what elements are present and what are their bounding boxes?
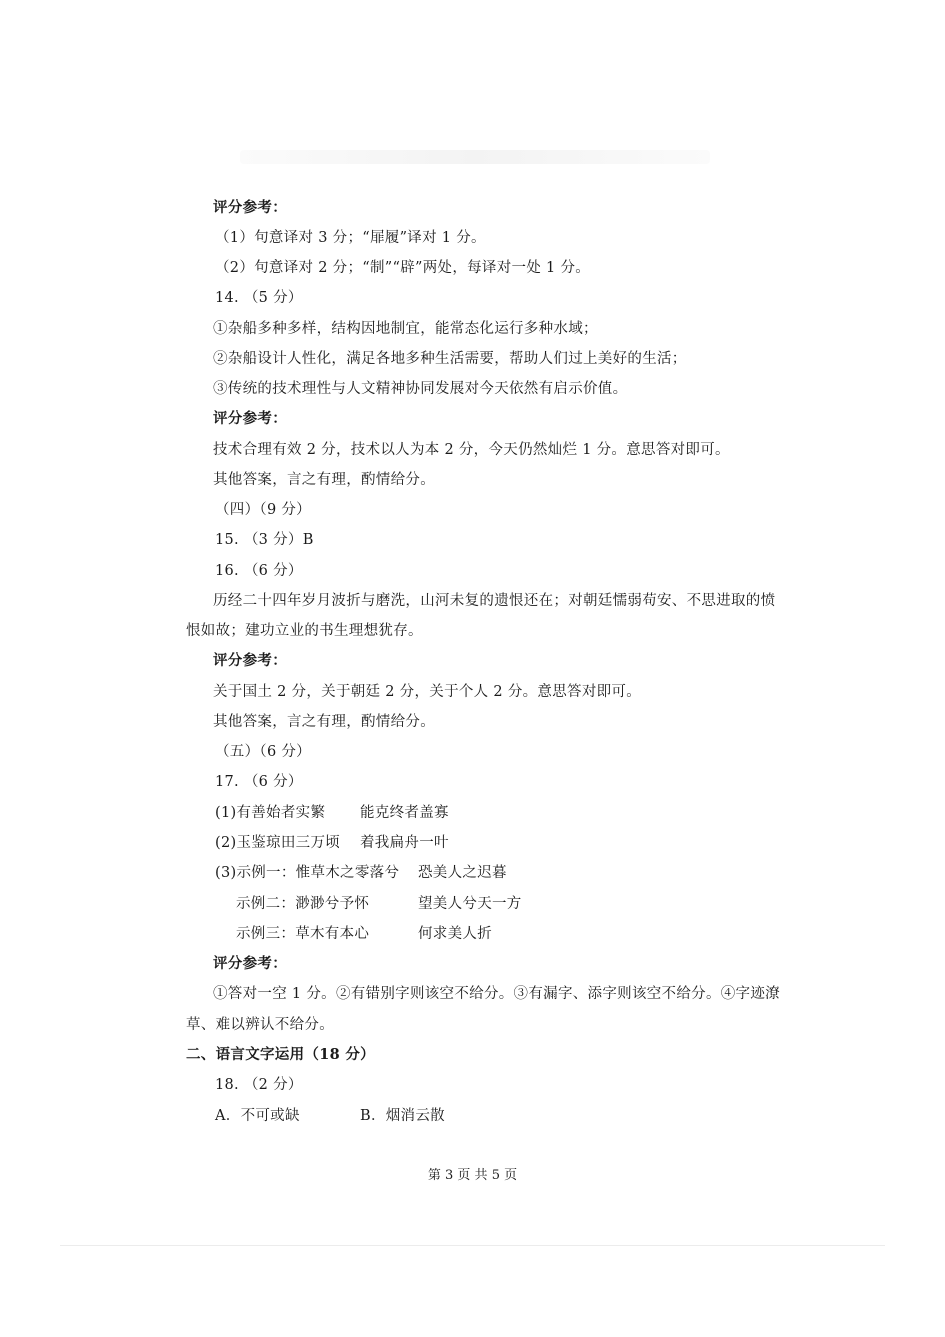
- line-13-1: （1）句意译对 3 分；“屝履”译对 1 分。: [215, 230, 486, 246]
- q16-answer-2: 恨如故；建功立业的书生理想犹存。: [186, 623, 423, 639]
- q18-option-b: B．烟消云散: [360, 1108, 445, 1124]
- q16-answer-1: 历经二十四年岁月波折与磨洗，山河未复的遗恨还在；对朝廷懦弱苟安、不思进取的愤: [213, 593, 776, 609]
- q17-item-3-a: (3)示例一：惟草木之零落兮: [215, 865, 400, 881]
- q14-point-3: ③传统的技术理性与人文精神协同发展对今天依然有启示价值。: [213, 381, 628, 397]
- q17-item-2-b: 着我扁舟一叶: [360, 835, 449, 851]
- q17-scoring-1: ①答对一空 1 分。②有错别字则该空不给分。③有漏字、添字则该空不给分。④字迹潦: [213, 986, 780, 1002]
- page-number: 第 3 页 共 5 页: [427, 1168, 518, 1183]
- q14-point-1: ①杂船多种多样，结构因地制宜，能常态化运行多种水域；: [213, 321, 598, 337]
- section-5-heading: （五）（6 分）: [215, 744, 311, 760]
- q14-other: 其他答案，言之有理，酌情给分。: [213, 472, 435, 488]
- q17-scoring-2: 草、难以辨认不给分。: [186, 1017, 334, 1033]
- q17-example-2-a: 示例二：渺渺兮予怀: [236, 896, 370, 912]
- faded-header-band: [240, 150, 710, 164]
- q16-heading: 16. （6 分）: [215, 563, 303, 579]
- q15-answer: 15. （3 分）B: [215, 532, 314, 548]
- scoring-heading-2: 评分参考：: [213, 410, 287, 427]
- q17-item-2-a: (2)玉鉴琼田三万顷: [215, 835, 341, 851]
- q17-item-3-b: 恐美人之迟暮: [418, 865, 507, 881]
- part-2-heading: 二、语言文字运用（18 分）: [186, 1046, 375, 1063]
- scoring-heading-4: 评分参考：: [213, 955, 287, 972]
- q16-scoring: 关于国土 2 分，关于朝廷 2 分，关于个人 2 分。意思答对即可。: [213, 684, 642, 700]
- q17-item-1: [215, 803, 325, 823]
- q17-example-3-b: 何求美人折: [418, 926, 492, 942]
- q18-option-a: A．不可或缺: [215, 1108, 300, 1124]
- q18-heading: 18. （2 分）: [215, 1077, 303, 1093]
- q17-example-3-a: 示例三：草木有本心: [236, 926, 370, 942]
- q17-item-1-b: 能克终者盖寡: [360, 805, 449, 821]
- q14-scoring: 技术合理有效 2 分，技术以人为本 2 分，今天仍然灿烂 1 分。意思答对即可。: [213, 442, 730, 458]
- q17-heading: 17. （6 分）: [215, 774, 303, 790]
- scoring-heading-3: 评分参考：: [213, 652, 287, 669]
- section-4-heading: （四）（9 分）: [215, 502, 311, 518]
- line-13-2: （2）句意译对 2 分；“制”“辟”两处，每译对一处 1 分。: [215, 260, 591, 276]
- q17-item-1-a: (1)有善始者实繁: [215, 805, 326, 821]
- q14-heading: 14. （5 分）: [215, 290, 303, 306]
- q16-other: 其他答案，言之有理，酌情给分。: [213, 714, 435, 730]
- bottom-divider: [60, 1245, 885, 1246]
- q14-point-2: ②杂船设计人性化，满足各地多种生活需要，帮助人们过上美好的生活；: [213, 351, 687, 367]
- scoring-heading-1: 评分参考：: [213, 199, 287, 216]
- q17-example-2-b: 望美人兮天一方: [418, 896, 522, 912]
